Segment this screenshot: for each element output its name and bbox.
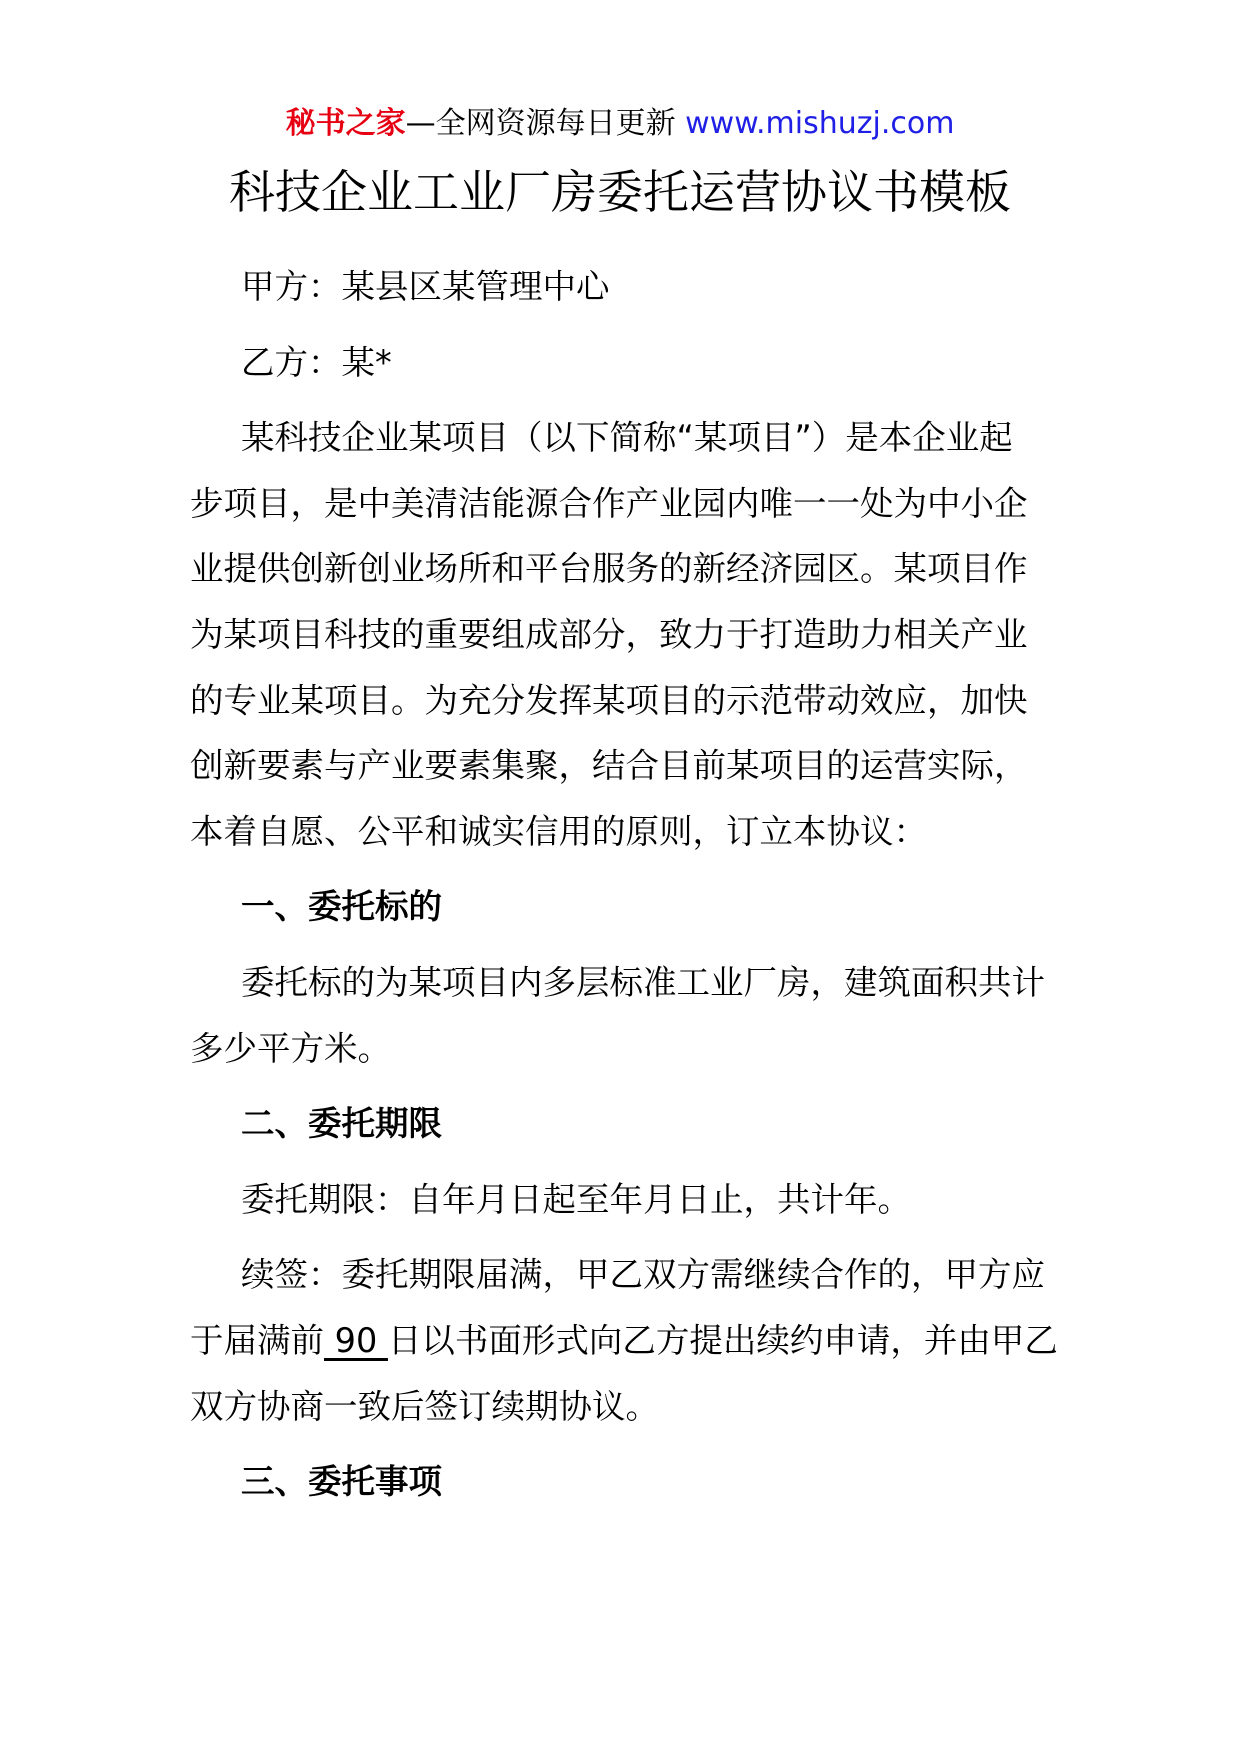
intro-line: 创新要素与产业要素集聚，结合目前某项目的运营实际， [190,746,1028,786]
intro-paragraph [190,405,1070,864]
section-2-heading-paragraph [190,1091,1070,1157]
renewal-days-blank: 90 [324,1320,388,1360]
page-header [0,100,1240,148]
renewal-line: 双方协商一致后签订续期协议。 [190,1386,659,1426]
section-3-heading-paragraph [190,1449,1070,1515]
section-1-heading-paragraph [190,874,1070,940]
term-paragraph [190,1167,1070,1233]
renewal-text-after: 日以书面形式向乙方提出续约申请，并由甲乙 [387,1320,1058,1360]
document-title: 科技企业工业厂房委托运营协议书模板 [229,165,1011,219]
document-body [190,254,1070,1515]
intro-line: 业提供创新创业场所和平台服务的新经济园区。某项目作 [190,549,1028,589]
intro-line: 的专业某项目。为充分发挥某项目的示范带动效应，加快 [190,680,1028,720]
section-2-heading: 二、委托期限 [241,1104,442,1144]
intro-line: 某科技企业某项目（以下简称“某项目”）是本企业起 [241,418,1013,458]
section-1-line: 多少平方米。 [190,1028,391,1068]
renewal-text-before: 于届满前 [190,1320,324,1360]
website-url: www.mishuzj.com [685,106,955,141]
party-a-text: 甲方：某县区某管理中心 [241,267,610,306]
intro-line: 步项目，是中美清洁能源合作产业园内唯一一处为中小企 [190,483,1028,523]
intro-line: 为某项目科技的重要组成部分，致力于打造助力相关产业 [190,614,1028,654]
renewal-line [190,1308,1070,1374]
section-1-line: 委托标的为某项目内多层标准工业厂房，建筑面积共计 [241,962,1045,1002]
intro-line: 本着自愿、公平和诚实信用的原则，订立本协议： [190,811,927,851]
section-1-paragraph [190,950,1070,1081]
party-b-text: 乙方：某* [241,342,392,382]
party-b-paragraph [190,330,1070,396]
header-tagline: —全网资源每日更新 [405,106,686,141]
brand-name: 秘书之家 [285,106,406,141]
renewal-paragraph [190,1242,1070,1439]
term-text: 委托期限：自年月日起至年月日止，共计年。 [241,1179,911,1219]
renewal-line: 续签：委托期限届满，甲乙双方需继续合作的，甲方应 [241,1255,1045,1295]
party-a-paragraph [190,254,1070,320]
section-1-heading: 一、委托标的 [241,887,442,927]
section-3-heading: 三、委托事项 [241,1462,442,1502]
